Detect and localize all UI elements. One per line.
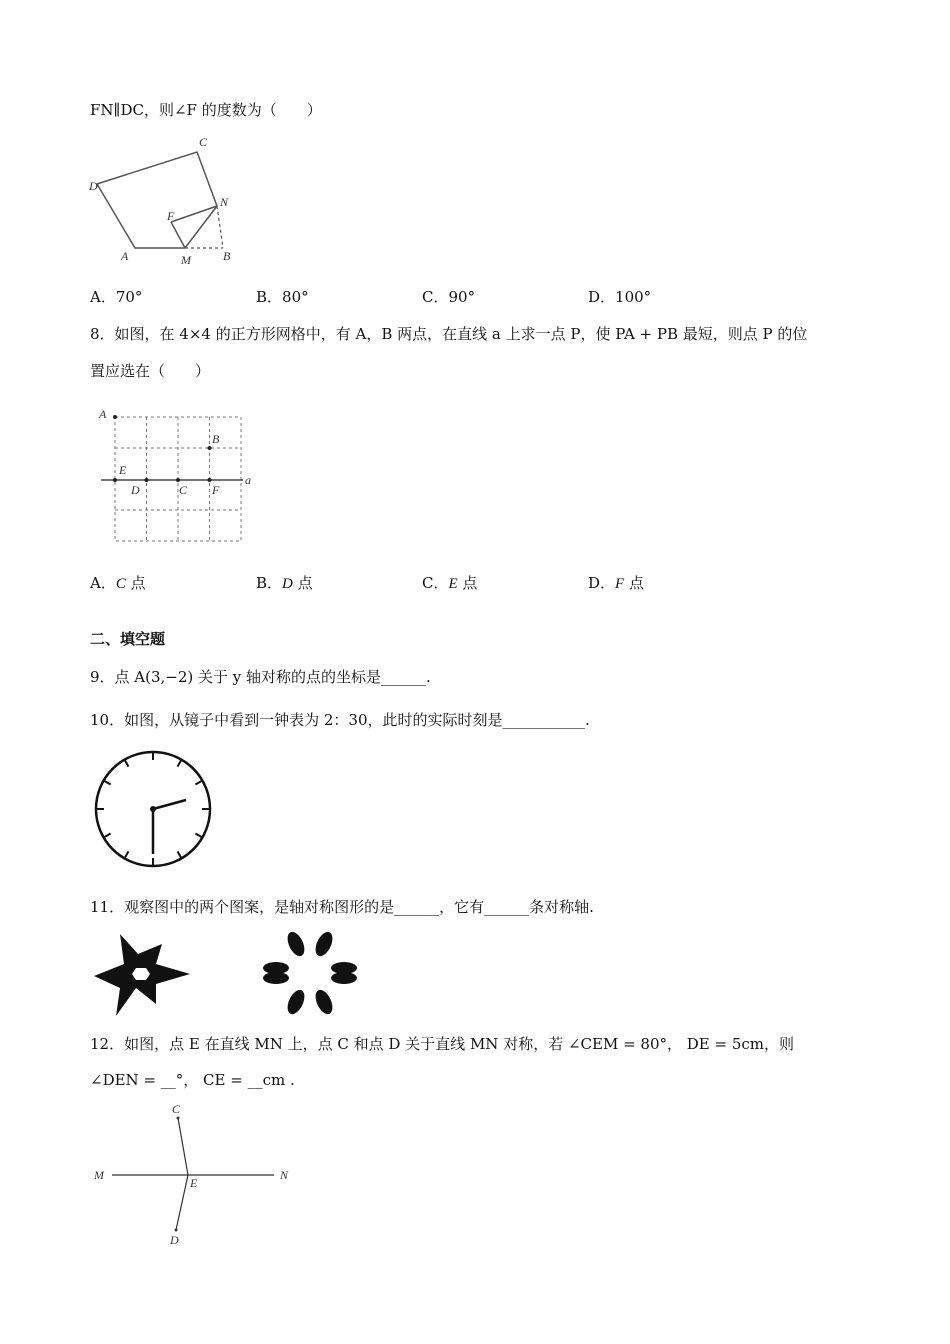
q7-label-c: C bbox=[199, 135, 208, 149]
q8-stem-line2: 置应选在（ ） bbox=[90, 362, 211, 380]
q7-label-b: B bbox=[223, 249, 231, 263]
petal-pattern-figure bbox=[258, 928, 362, 1018]
q7-label-m: M bbox=[181, 253, 191, 267]
q7-option-c: C．90° bbox=[422, 288, 476, 306]
q12-label-d: D bbox=[170, 1233, 179, 1247]
q10-stem: 10．如图，从镜子中看到一钟表为 2：30，此时的实际时刻是___________. bbox=[90, 711, 590, 729]
q12-label-c: C bbox=[172, 1102, 181, 1116]
q8-grid-figure bbox=[95, 402, 265, 552]
q7-figure bbox=[85, 130, 245, 270]
q12-label-e: E bbox=[190, 1176, 198, 1190]
q8-option-c: C．E 点 bbox=[422, 574, 478, 592]
q11-stem: 11．观察图中的两个图案，是轴对称图形的是______，它有______条对称轴. bbox=[90, 898, 594, 916]
q7-stem-tail: FN∥DC，则∠F 的度数为（ ） bbox=[90, 101, 322, 119]
q8-option-b: B．D 点 bbox=[256, 574, 313, 592]
q12-stem-line2: ∠DEN = __°， CE = __cm . bbox=[90, 1071, 295, 1089]
q12-stem-line1: 12．如图，点 E 在直线 MN 上，点 C 和点 D 关于直线 MN 对称，若 ∠CEM = 80°， DE = 5cm，则 bbox=[90, 1035, 795, 1053]
section-title: 二、填空题 bbox=[90, 630, 166, 648]
q8-label-a: A bbox=[99, 407, 107, 421]
q7-label-d: D bbox=[89, 179, 98, 193]
q9-stem: 9．点 A(3,−2) 关于 y 轴对称的点的坐标是______. bbox=[90, 668, 431, 686]
q12-figure bbox=[88, 1098, 300, 1250]
star-pattern-figure bbox=[90, 926, 196, 1020]
q8-option-a: A．C 点 bbox=[90, 574, 146, 592]
q12-label-n: N bbox=[280, 1168, 289, 1182]
q7-label-f: F bbox=[167, 209, 175, 223]
clock-figure bbox=[92, 750, 216, 870]
q8-label-f: F bbox=[212, 483, 220, 497]
q7-option-a: A．70° bbox=[90, 288, 143, 306]
q7-label-n: N bbox=[220, 195, 229, 209]
q7-option-d: D．100° bbox=[588, 288, 652, 306]
q12-label-m: M bbox=[94, 1168, 104, 1182]
q7-option-b: B．80° bbox=[256, 288, 309, 306]
q8-stem-line1: 8．如图，在 4×4 的正方形网格中，有 A，B 两点，在直线 a 上求一点 P，使 PA + PB 最短，则点 P 的位 bbox=[90, 325, 808, 343]
q8-label-c: C bbox=[179, 483, 188, 497]
q8-label-e: E bbox=[119, 463, 127, 477]
q8-label-line-a: a bbox=[245, 473, 251, 487]
q8-option-d: D．F 点 bbox=[588, 574, 644, 592]
q8-label-d: D bbox=[131, 483, 140, 497]
q7-label-a: A bbox=[121, 249, 129, 263]
q8-label-b: B bbox=[212, 432, 220, 446]
